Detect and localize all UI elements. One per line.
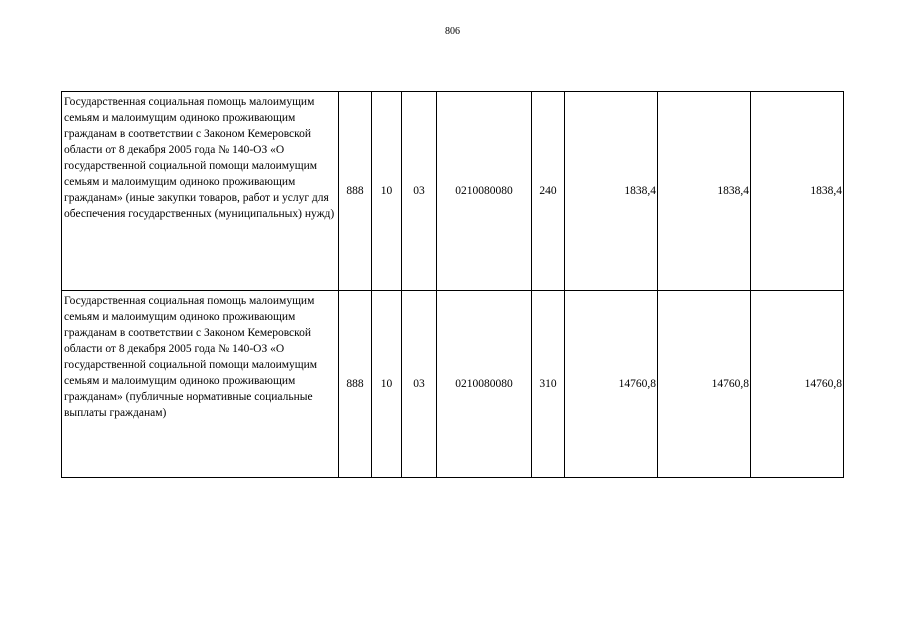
target-article-code: 0210080080 (437, 92, 532, 291)
section-code: 10 (372, 291, 402, 478)
target-article-code: 0210080080 (437, 291, 532, 478)
amount-year-2: 14760,8 (658, 291, 751, 478)
page-number: 806 (445, 26, 460, 37)
amount-year-3: 14760,8 (751, 291, 844, 478)
ministry-code: 888 (339, 92, 372, 291)
budget-table (61, 91, 844, 478)
ministry-code: 888 (339, 291, 372, 478)
amount-year-1: 14760,8 (565, 291, 658, 478)
amount-year-3: 1838,4 (751, 92, 844, 291)
subsection-code: 03 (402, 92, 437, 291)
expense-type-code: 310 (532, 291, 565, 478)
table-row (62, 291, 844, 478)
section-code: 10 (372, 92, 402, 291)
amount-year-1: 1838,4 (565, 92, 658, 291)
row-description: Государственная социальная помощь малоимущим семьям и малоимущим одиноко проживающим гражданам в соответствии с Законом Кемеровской области от 8 декабря 2005 года № 140-ОЗ «О государственной социальной помощи малоимущим семьям и малоимущим одиноко проживающим гражданам» (иные закупки товаров, работ и услуг для обеспечения государственных (муниципальных) нужд) (62, 92, 339, 291)
amount-year-2: 1838,4 (658, 92, 751, 291)
expense-type-code: 240 (532, 92, 565, 291)
subsection-code: 03 (402, 291, 437, 478)
table-row (62, 92, 844, 291)
row-description: Государственная социальная помощь малоимущим семьям и малоимущим одиноко проживающим гражданам в соответствии с Законом Кемеровской области от 8 декабря 2005 года № 140-ОЗ «О государственной социальной помощи малоимущим семьям и малоимущим одиноко проживающим гражданам» (публичные нормативные социальные выплаты гражданам) (62, 291, 339, 478)
